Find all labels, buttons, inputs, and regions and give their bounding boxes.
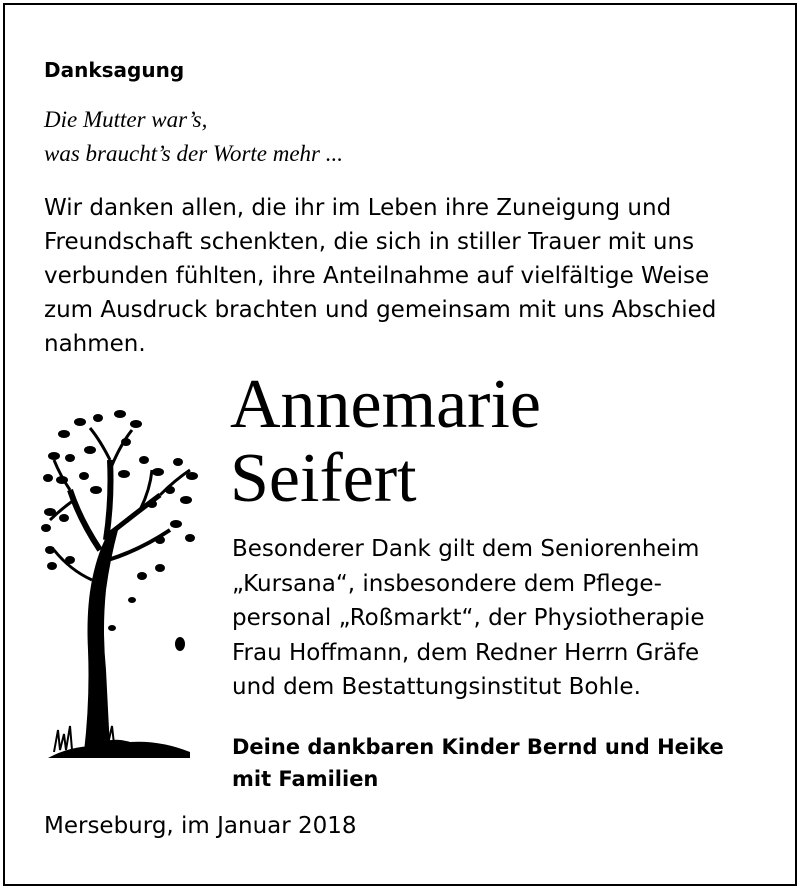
special-thanks-line-5: und dem Bestattungsinstitut Bohle. xyxy=(232,674,641,700)
thanks-line-1: Wir danken allen, die ihr im Leben ihre Zuneigung und xyxy=(44,195,672,221)
special-thanks-line-4: Frau Hoffmann, dem Redner Herrn Gräfe xyxy=(232,639,700,666)
place-date: Merseburg, im Januar 2018 xyxy=(44,813,357,839)
deceased-first-name: Annemarie xyxy=(230,366,541,443)
special-thanks xyxy=(232,532,705,705)
thanks-line-3: verbunden fühlten, ihre Anteilnahme auf vielfältige Weise xyxy=(44,263,710,289)
quote-line-1: Die Mutter war’s, xyxy=(44,107,208,132)
thanks-line-4: zum Ausdruck brachten und gemeinsam mit uns Abschied xyxy=(44,297,717,323)
thanks-line-2: Freundschaft schenkten, die sich in stiller Trauer mit uns xyxy=(44,229,695,255)
signature-line-2: mit Familien xyxy=(232,767,379,791)
thanks-paragraph xyxy=(44,191,716,361)
special-thanks-line-1: Besonderer Dank gilt dem Seniorenheim xyxy=(232,536,700,562)
special-thanks-line-3: personal „Roßmarkt“, der Physiotherapie xyxy=(232,605,705,631)
notice-heading: Danksagung xyxy=(44,58,185,82)
special-thanks-line-2: „Kursana“, insbesondere dem Pflege- xyxy=(232,570,662,597)
tree-icon xyxy=(40,400,220,770)
quote xyxy=(44,103,343,171)
thanks-line-5: nahmen. xyxy=(44,331,146,357)
deceased-name xyxy=(230,368,541,516)
signature xyxy=(232,731,724,795)
quote-line-2: was braucht’s der Worte mehr ... xyxy=(44,141,344,166)
signature-line-1: Deine dankbaren Kinder Bernd und Heike xyxy=(232,735,724,759)
deceased-last-name: Seifert xyxy=(230,440,417,517)
